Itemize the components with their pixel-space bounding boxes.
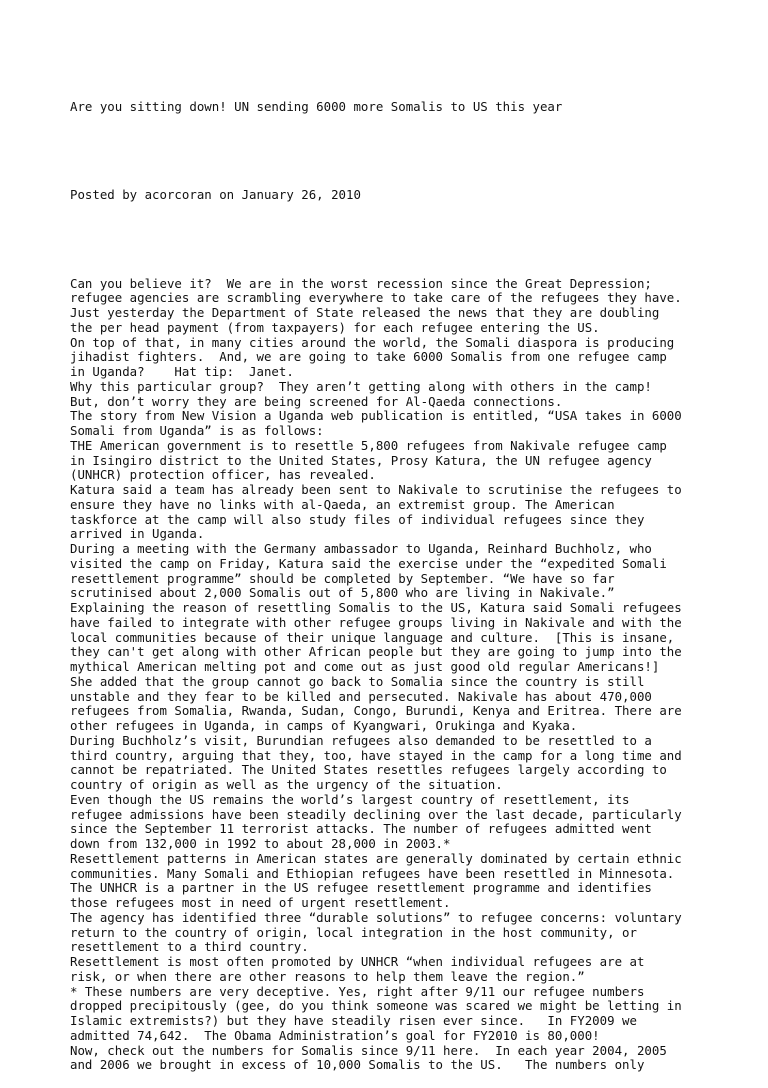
post-body xyxy=(70,277,710,1074)
spacer xyxy=(70,144,710,159)
body-line: the per head payment (from taxpayers) for each refugee entering the US. xyxy=(70,319,600,335)
body-line: (UNHCR) protection officer, has revealed. xyxy=(70,467,376,483)
body-line: Even though the US remains the world’s largest country of resettlement, its xyxy=(70,791,630,807)
body-line: scrutinised about 2,000 Somalis out of 5,800 who are living in Nakivale.” xyxy=(70,585,615,601)
body-line: down from 132,000 in 1992 to about 28,000 in 2003.* xyxy=(70,836,451,851)
body-line: During a meeting with the Germany ambassador to Uganda, Reinhard Buchholz, who xyxy=(70,541,652,556)
body-line: The agency has identified three “durable solutions” to refugee concerns: voluntary xyxy=(70,909,682,925)
body-line: unstable and they fear to be killed and persecuted. Nakivale has about 470,000 xyxy=(70,688,652,704)
body-line: dropped precipitously (gee, do you think someone was scared we might be letting in xyxy=(70,998,682,1014)
body-line: and 2006 we brought in excess of 10,000 Somalis to the US. The numbers only xyxy=(70,1057,645,1073)
body-line: On top of that, in many cities around the world, the Somali diaspora is producing xyxy=(70,334,675,350)
post-title: Are you sitting down! UN sending 6000 more Somalis to US this year xyxy=(70,98,563,114)
body-line: She added that the group cannot go back to Somalia since the country is still xyxy=(70,673,645,689)
body-line: communities. Many Somali and Ethiopian refugees have been resettled in Minnesota. xyxy=(70,865,675,881)
body-line: resettlement programme” should be completed by September. “We have so far xyxy=(70,570,615,586)
body-line: Resettlement is most often promoted by UNHCR “when individual refugees are at xyxy=(70,954,645,969)
body-line: Islamic extremists?) but they have steadily risen ever since. In FY2009 we xyxy=(70,1013,637,1028)
body-line: The story from New Vision a Uganda web publication is entitled, “USA takes in 6000 xyxy=(70,408,682,424)
body-line: other refugees in Uganda, in camps of Kyangwari, Orukinga and Kyaka. xyxy=(70,718,578,733)
body-line: in Isingiro district to the United States, Prosy Katura, the UN refugee agency xyxy=(70,452,652,468)
body-line: mythical American melting pot and come out as just good old regular Americans!] xyxy=(70,659,660,674)
body-line: return to the country of origin, local integration in the host community, or xyxy=(70,924,637,940)
body-line: Why this particular group? They aren’t getting along with others in the camp! xyxy=(70,378,652,394)
spacer xyxy=(70,232,710,247)
body-line: refugee agencies are scrambling everywhere to take care of the refugees they have. xyxy=(70,290,682,306)
body-line: those refugees most in need of urgent resettlement. xyxy=(70,895,451,910)
body-line: Katura said a team has already been sent to Nakivale to scrutinise the refugees to xyxy=(70,482,682,497)
body-line: resettlement to a third country. xyxy=(70,939,309,955)
body-line: refugees from Somalia, Rwanda, Sudan, Congo, Burundi, Kenya and Eritrea. There are xyxy=(70,703,682,719)
body-line: THE American government is to resettle 5,800 refugees from Nakivale refugee camp xyxy=(70,437,667,453)
body-line: visited the camp on Friday, Katura said the exercise under the “expedited Somali xyxy=(70,555,667,571)
body-line: risk, or when there are other reasons to help them leave the region.” xyxy=(70,968,585,984)
body-line: cannot be repatriated. The United States resettles refugees largely according to xyxy=(70,762,667,778)
body-line: they can't get along with other African people but they are going to jump into the xyxy=(70,644,682,660)
body-line: * These numbers are very deceptive. Yes, right after 9/11 our refugee numbers xyxy=(70,983,645,999)
post-byline: Posted by acorcoran on January 26, 2010 xyxy=(70,187,361,202)
body-line: During Buchholz’s visit, Burundian refugees also demanded to be resettled to a xyxy=(70,732,652,748)
body-line: country of origin as well as the urgency of the situation. xyxy=(70,777,503,792)
body-line: Can you believe it? We are in the worst recession since the Great Depression; xyxy=(70,275,652,291)
document-page xyxy=(70,70,710,1088)
body-line: Now, check out the numbers for Somalis since 9/11 here. In each year 2004, 2005 xyxy=(70,1042,667,1058)
body-line: Somali from Uganda” is as follows: xyxy=(70,423,324,438)
body-line: jihadist fighters. And, we are going to take 6000 Somalis from one refugee camp xyxy=(70,349,667,365)
body-line: taskforce at the camp will also study files of individual refugees since they xyxy=(70,511,645,527)
body-line: Just yesterday the Department of State released the news that they are doubling xyxy=(70,305,660,320)
body-line: refugee admissions have been steadily declining over the last decade, particularly xyxy=(70,806,682,822)
body-line: arrived in Uganda. xyxy=(70,526,205,542)
body-line: admitted 74,642. The Obama Administration’s goal for FY2010 is 80,000! xyxy=(70,1027,600,1043)
body-line: have failed to integrate with other refugee groups living in Nakivale and with the xyxy=(70,614,682,630)
body-line: Resettlement patterns in American states are generally dominated by certain ethnic xyxy=(70,850,682,866)
body-line: since the September 11 terrorist attacks. The number of refugees admitted went xyxy=(70,821,652,837)
body-line: third country, arguing that they, too, have stayed in the camp for a long time and xyxy=(70,747,682,763)
body-line: ensure they have no links with al-Qaeda, an extremist group. The American xyxy=(70,496,615,512)
body-line: Explaining the reason of resettling Somalis to the US, Katura said Somali refugees xyxy=(70,600,682,615)
body-line: The UNHCR is a partner in the US refugee resettlement programme and identifies xyxy=(70,880,652,896)
body-line: local communities because of their unique language and culture. [This is insane, xyxy=(70,629,675,645)
body-line: in Uganda? Hat tip: Janet. xyxy=(70,364,294,379)
body-line: But, don’t worry they are being screened for Al-Qaeda connections. xyxy=(70,393,563,409)
